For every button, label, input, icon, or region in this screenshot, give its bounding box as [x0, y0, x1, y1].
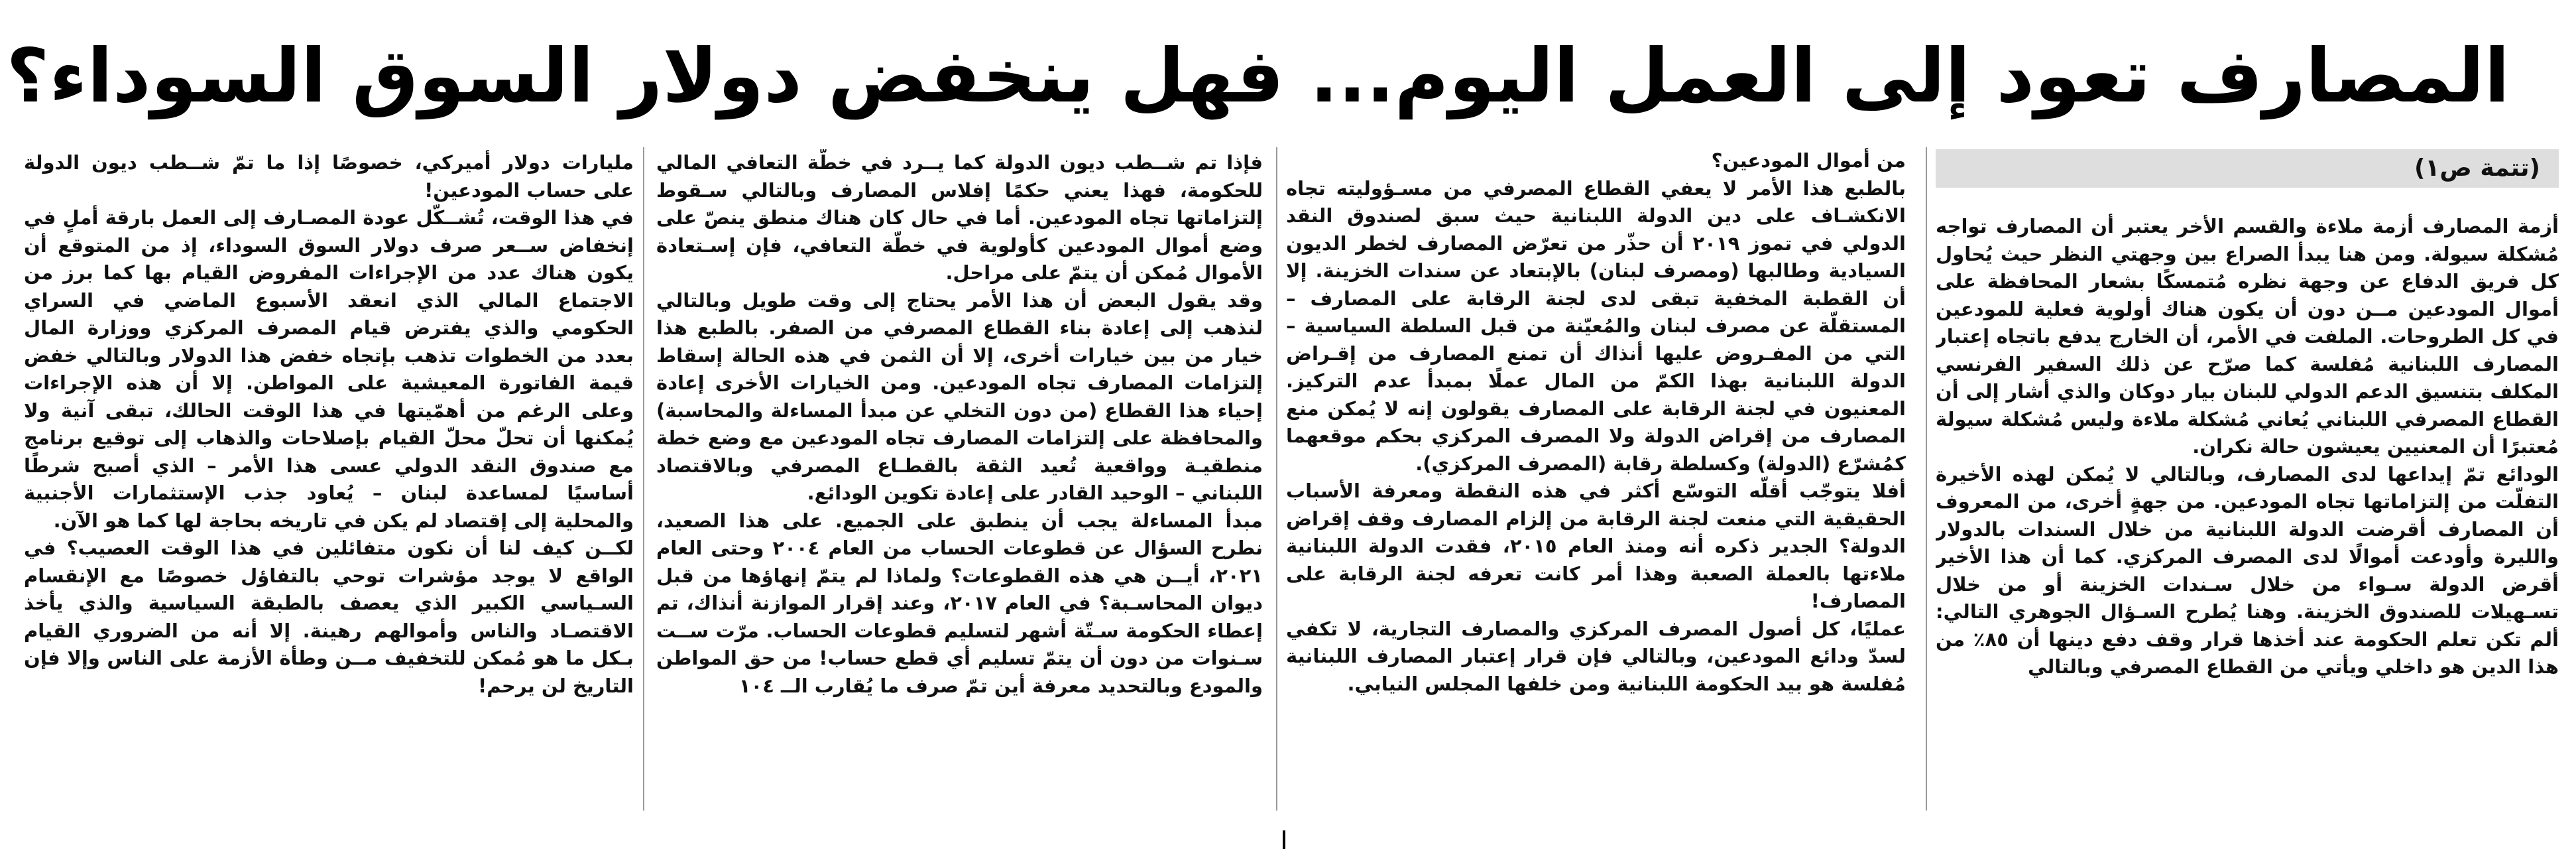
paragraph: عمليًا، كل أصول المصرف المركزي والمصارف التجارية، لا تكفي لسدّ ودائع المودعين، وبالتالي فإن قرار إعتبار المصارف اللبنانية مُفلسة هو بيد الحكومة اللبنانية ومن خلفها المجلس النيابي. [1286, 617, 1906, 695]
continued-label: (تتمة ص١) [1936, 149, 2559, 188]
paragraph: الودائع تمّ إيداعها لدى المصارف، وبالتالي لا يُمكن لهذه الأخيرة التفلّت من إلتزاماتها تجاه المودعين. من جهةٍ أخرى، من المعروف أن المصارف أقرضت الدولة اللبنانية من خلال السندات بالدولار والليرة وأودعت أموالًا لدى المصرف المركزي. كما أن هذا الأخير أقرض الدولة سـواء من خلال سـندات الخزينة أو من خلال تسـهيلات للصندوق الخزينة. وهنا يُطرح السـؤال الجوهري التالي: ألم تكن تعلم الحكومة عند أخذها قرار وقف دفع دينها أن ٨٥٪ من هذا الدين هو داخلي ويأتي من القطاع المصرفي وبالتالي [1936, 462, 2559, 678]
paragraph: مليارات دولار أميركي، خصوصًا إذا ما تمّ شــطب ديون الدولة على حساب المودعين! [24, 151, 634, 202]
article-column-1 [1936, 149, 2559, 819]
paragraph: فإذا تم شــطب ديون الدولة كما يــرد في خطّة التعافي المالي للحكومة، فهذا يعني حكمًا إفلاس المصارف وبالتالي سـقوط إلتزاماتها تجاه المودعين. أما في حال كان هناك منطق ينصّ على وضع أموال المودعين كأولوية في خطّة التعافي، فإن إسـتعادة الأموال مُمكن أن يتمّ على مراحل. [656, 151, 1263, 284]
article-column-2 [1286, 147, 1906, 817]
paragraph: من أموال المودعين؟ [1711, 149, 1906, 172]
column-divider [1276, 147, 1277, 811]
paragraph: أفلا يتوجّب أقلّه التوسّع أكثر في هذه النقطة ومعرفة الأسباب الحقيقية التي منعت لجنة الرقابة من إلزام المصارف وقف إقراض الدولة؟ الجدير ذكره أنه ومنذ العام ٢٠١٥، فقدت الدولة اللبنانية ملاءتها بالعملة الصعبة وهذا أمر كانت تعرفه لجنة الرقابة على المصارف! [1286, 480, 1906, 612]
paragraph: مبدأ المساءلة يجب أن ينطبق على الجميع. على هذا الصعيد، نطرح السؤال عن قطوعات الحساب من العام ٢٠٠٤ وحتى العام ٢٠٢١، أيــن هي هذه القطوعات؟ ولماذا لم يتمّ إنهاؤها من قبل ديوان المحاسـبة؟ في العام ٢٠١٧، وعند إقرار الموازنة أنذاك، تم إعطاء الحكومة سـتّة أشهر لتسليم قطوعات الحساب. مرّت ســت سـنوات من دون أن يتمّ تسليم أي قطع حساب! من حق المواطن والمودع وبالتحديد معرفة أين تمّ صرف ما يُقارب الــ ١٠٤ [656, 509, 1263, 697]
paragraph: بالطبع هذا الأمر لا يعفي القطاع المصرفي من مسـؤوليته تجاه الانكشـاف على دين الدولة اللبنانية حيث سبق لصندوق النقد الدولي في تموز ٢٠١٩ أن حذّر من تعرّض المصارف لخطر الديون السيادية وطالبها (ومصرف لبنان) بالإبتعاد عن سندات الخزينة. إلا أن القطبة المخفية تبقى لدى لجنة الرقابة على المصارف – المستقلّة عن مصرف لبنان والمُعيّنة من قبل السلطة السياسية – التي من المفـروض عليها أنذاك أن تمنع المصارف من إقـراض الدولة اللبنانية بهذا الكمّ من المال عملًا بمبدأ عدم التركيز. المعنيون في لجنة الرقابة على المصارف يقولون إنه لا يُمكن منع المصارف من إقراض الدولة ولا المصرف المركزي بحكم موقعهما كمُشرّع (الدولة) وكسلطة رقابة (المصرف المركزي). [1286, 176, 1906, 475]
headline: المصارف تعود إلى العمل اليوم... فهل ينخفض دولار السوق السوداء؟ [6, 33, 2510, 119]
column-divider [643, 147, 644, 811]
article-column-3 [656, 149, 1263, 819]
paragraph: وقد يقول البعض أن هذا الأمر يحتاج إلى وقت طويل وبالتالي لنذهب إلى إعادة بناء القطاع المصرفي من الصفر. بالطبع هذا خيار من بين خيارات أخرى، إلا أن الثمن في هذه الحالة إسقاط إلتزامات المصارف تجاه المودعين. ومن الخيارات الأخرى إعادة إحياء هذا القطاع (من دون التخلي عن مبدأ المساءلة والمحاسبة) والمحافظة على إلتزامات المصارف تجاه المودعين مع وضع خطة منطقيـة وواقعية تُعيد الثقة بالقطـاع المصرفي وبالاقتصاد اللبناني – الوحيد القادر على إعادة تكوين الودائع. [656, 289, 1263, 504]
column-divider [1926, 147, 1927, 811]
paragraph: في هذا الوقت، تُشــكّل عودة المصـارف إلى العمل بارقة أملٍ في إنخفاض ســعر صرف دولار السوق السوداء، إذ من المتوقع أن يكون هناك عدد من الإجراءات المفروض القيام بها كما برز من الاجتماع المالي الذي انعقد الأسبوع الماضي في السراي الحكومي والذي يفترض قيام المصرف المركزي ووزارة المال بعدد من الخطوات تذهب بإتجاه خفض هذا الدولار وبالتالي خفض قيمة الفاتورة المعيشية على المواطن. إلا أن هذه الإجراءات وعلى الرغم من أهمّيتها في هذا الوقت الحالك، تبقى آنية ولا يُمكنها أن تحلّ محلّ القيام بإصلاحات والذهاب إلى توقيع برنامج مع صندوق النقد الدولي عسى هذا الأمر – الذي أصبح شرطًا أساسيًا لمساعدة لبنان – يُعاود جذب الإستثمارات الأجنبية والمحلية إلى إقتصاد لم يكن في تاريخه بحاجة لها كما هو الآن. [24, 206, 634, 532]
paragraph: أزمة المصارف أزمة ملاءة والقسم الأخر يعتبر أن المصارف تواجه مُشكلة سيولة. ومن هنا يبدأ الصراع بين وجهتي النظر حيث يُحاول كل فريق الدفاع عن وجهة نظره مُتمسكًا بشعار المحافظة على أموال المودعين مــن دون أن يكون هناك أولوية فعلية للمودعين في كل الطروحات. الملفت في الأمر، أن الخارج يدفع باتجاه إعتبار المصارف اللبنانية مُفلسة كما صرّح عن ذلك السفير الفرنسي المكلف بتنسيق الدعم الدولي للبنان بيار دوكان والذي أشار إلى أن القطاع المصرفي اللبناني يُعاني مُشكلة ملاءة وليس مُشكلة سيولة مُعتبرًا أن المعنيين يعيشون حالة نكران. [1936, 215, 2559, 458]
article-column-4 [24, 149, 634, 819]
page-fold-mark [1283, 830, 1285, 849]
paragraph: لكــن كيف لنا أن نكون متفائلين في هذا الوقت العصيب؟ في الواقع لا يوجد مؤشرات توحي بالتفاؤل خصوصًا مع الإنقسام السـياسي الكبير الذي يعصف بالطبقة السياسية والذي يأخذ الاقتصـاد والناس وأموالهم رهينة. إلا أنه من الضروري القيام بـكل ما هو مُمكن للتخفيف مــن وطأة الأزمة على الناس وإلا فإن التاريخ لن يرحم! [24, 537, 634, 697]
